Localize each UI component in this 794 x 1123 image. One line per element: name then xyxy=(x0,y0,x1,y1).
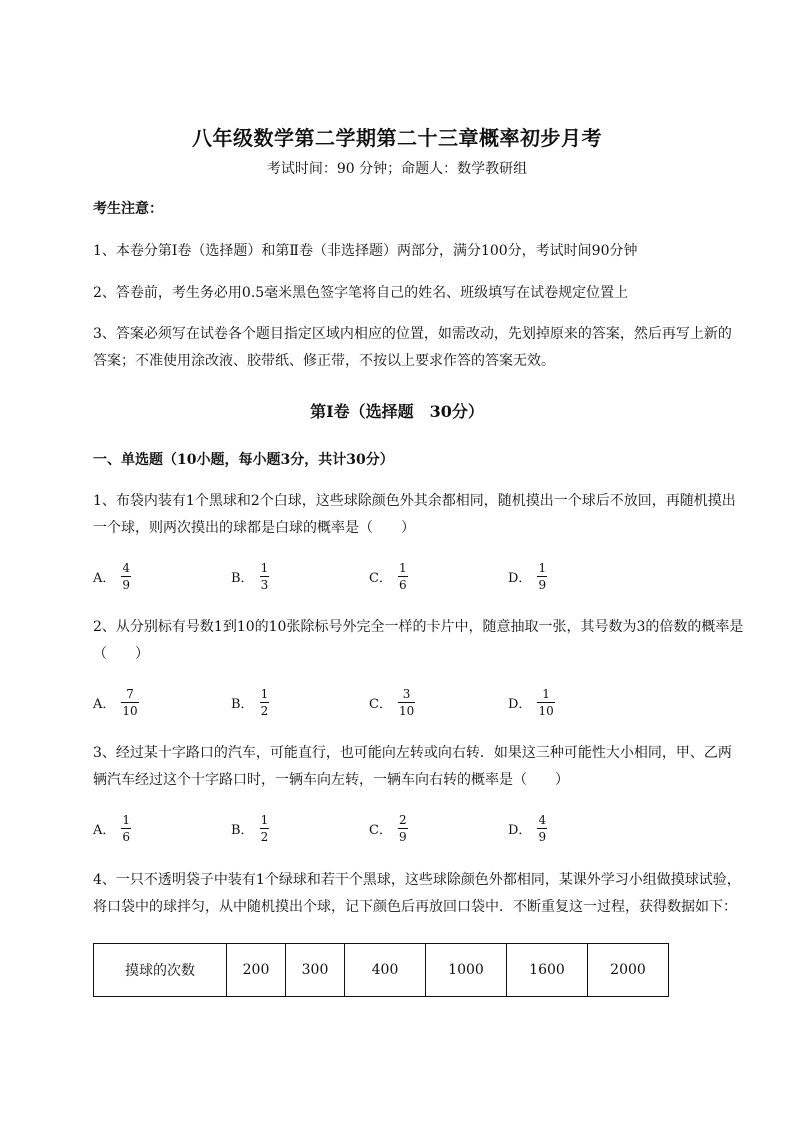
page-title: 八年级数学第二学期第二十三章概率初步月考 xyxy=(192,126,602,150)
question-3-option-a[interactable] xyxy=(93,813,131,844)
part-heading: 一、单选题（10小题，每小题3分，共计30分） xyxy=(93,452,394,468)
option-label: C． xyxy=(369,823,392,838)
question-3-option-c[interactable] xyxy=(369,813,408,844)
option-label: A． xyxy=(93,823,116,838)
option-fraction: $\frac{3}{10}$ xyxy=(398,687,415,718)
option-fraction: $\frac{4}{9}$ xyxy=(538,813,547,844)
option-label: C． xyxy=(369,697,392,712)
option-fraction: $\frac{4}{9}$ xyxy=(122,561,131,592)
table-cell: 200 xyxy=(227,944,286,997)
question-1-option-b[interactable] xyxy=(231,561,269,592)
question-3-option-b[interactable] xyxy=(231,813,269,844)
option-fraction: $\frac{1}{2}$ xyxy=(260,813,269,844)
option-fraction: $\frac{1}{2}$ xyxy=(260,687,269,718)
table-cell: 1600 xyxy=(507,944,588,997)
exam-info: 考试时间：90 分钟；命题人：数学教研组 xyxy=(266,161,528,177)
option-label: A． xyxy=(93,571,116,586)
notice-item-3: 3、答案必须写在试卷各个题目指定区域内相应的位置，如需改动，先划掉原来的答案，然后再写上新的答案；不准使用涂改液、胶带纸、修正带，不按以上要求作答的答案无效。 xyxy=(93,326,732,369)
question-3-text: 3、经过某十字路口的汽车，可能直行，也可能向左转或向右转．如果这三种可能性大小相同，甲、乙两辆汽车经过这个十字路口时，一辆车向左转，一辆车向右转的概率是（ ） xyxy=(93,745,732,788)
table-row xyxy=(94,944,669,997)
option-label: B． xyxy=(231,823,254,838)
option-label: D． xyxy=(508,823,532,838)
option-fraction: $\frac{1}{6}$ xyxy=(398,561,407,592)
table-cell: 1000 xyxy=(426,944,507,997)
question-2-option-b[interactable] xyxy=(231,687,269,718)
option-fraction: $\frac{1}{3}$ xyxy=(260,561,269,592)
question-1-option-c[interactable] xyxy=(369,561,408,592)
table-header-cell: 摸球的次数 xyxy=(94,944,227,997)
option-label: B． xyxy=(231,697,254,712)
table-cell: 400 xyxy=(345,944,426,997)
question-1-option-a[interactable] xyxy=(93,561,131,592)
option-fraction: $\frac{7}{10}$ xyxy=(122,687,138,718)
option-label: A． xyxy=(93,697,116,712)
question-1-text: 1、布袋内装有1个黑球和2个白球，这些球除颜色外其余都相同，随机摸出一个球后不放回，再随机摸出一个球，则两次摸出的球都是白球的概率是（ ） xyxy=(93,493,736,536)
table-cell: 300 xyxy=(286,944,345,997)
option-label: C． xyxy=(369,571,392,586)
data-table xyxy=(93,943,669,997)
option-label: D． xyxy=(508,697,532,712)
notice-item-2: 2、答卷前，考生务必用0.5毫米黑色签字笔将自己的姓名、班级填写在试卷规定位置上 xyxy=(93,285,629,301)
option-fraction: $\frac{1}{10}$ xyxy=(538,687,554,718)
option-label: D． xyxy=(508,571,532,586)
notice-heading: 考生注意： xyxy=(93,201,163,217)
question-2-option-d[interactable] xyxy=(508,687,555,718)
option-fraction: $\frac{1}{6}$ xyxy=(122,813,131,844)
option-fraction: $\frac{1}{9}$ xyxy=(538,561,547,592)
question-3-option-d[interactable] xyxy=(508,813,547,844)
section-title: 第Ⅰ卷（选择题 30分） xyxy=(310,402,484,421)
option-label: B． xyxy=(231,571,254,586)
notice-item-1: 1、本卷分第Ⅰ卷（选择题）和第Ⅱ卷（非选择题）两部分，满分100分，考试时间90分钟 xyxy=(93,243,638,259)
question-2-option-a[interactable] xyxy=(93,687,139,718)
option-fraction: $\frac{2}{9}$ xyxy=(398,813,407,844)
table-cell: 2000 xyxy=(588,944,669,997)
question-2-text: 2、从分别标有号数1到10的10张除标号外完全一样的卡片中，随意抽取一张，其号数为3的倍数的概率是（ ） xyxy=(93,619,744,662)
question-2-option-c[interactable] xyxy=(369,687,415,718)
question-1-option-d[interactable] xyxy=(508,561,547,592)
question-4-text: 4、一只不透明袋子中装有1个绿球和若干个黑球，这些球除颜色外都相同，某课外学习小组做摸球试验，将口袋中的球拌匀，从中随机摸出个球，记下颜色后再放回口袋中．不断重复这一过程，获得数据如下： xyxy=(93,872,741,915)
